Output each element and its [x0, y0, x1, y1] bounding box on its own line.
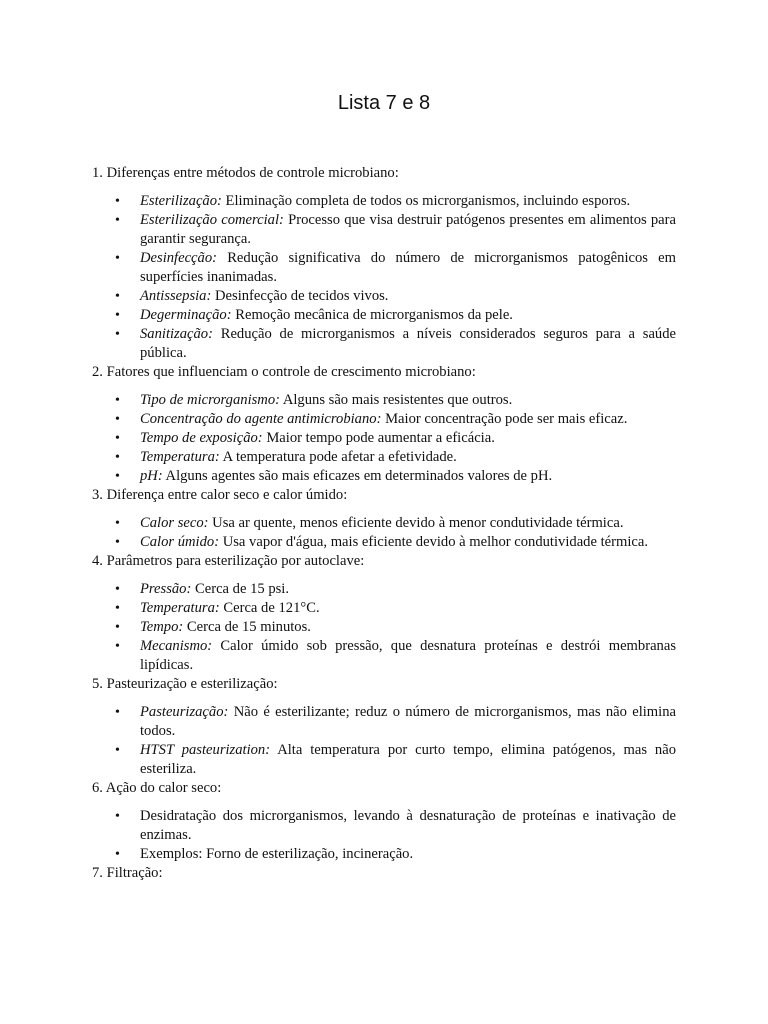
- item-text: Processo que visa destruir patógenos presentes em alimentos para garantir segurança.: [140, 212, 676, 247]
- list-item: [140, 741, 676, 779]
- item-text: Eliminação completa de todos os microrganismos, incluindo esporos.: [221, 193, 631, 209]
- section-heading: 7. Filtração:: [92, 865, 163, 881]
- item-text: Alguns agentes são mais eficazes em determinados valores de pH.: [162, 468, 553, 484]
- list-item: [140, 391, 676, 410]
- list-item: [140, 448, 676, 467]
- list-item: [140, 703, 676, 741]
- item-term: Tempo de exposição:: [140, 430, 263, 446]
- section-6: [92, 779, 676, 864]
- section-heading: 4. Parâmetros para esterilização por autoclave:: [92, 553, 365, 569]
- item-term: Temperatura:: [140, 600, 220, 616]
- section-1: [92, 164, 676, 363]
- item-term: Pasteurização:: [140, 704, 229, 720]
- item-text: Desinfecção de tecidos vivos.: [211, 288, 389, 304]
- item-text: Usa vapor d'água, mais eficiente devido à melhor condutividade térmica.: [219, 534, 648, 550]
- list-item: [140, 249, 676, 287]
- page-title: Lista 7 e 8: [337, 92, 431, 114]
- item-text: Maior concentração pode ser mais eficaz.: [381, 411, 628, 427]
- item-text: Alguns são mais resistentes que outros.: [280, 392, 513, 408]
- bullet-list: [92, 192, 676, 363]
- item-text: Cerca de 15 psi.: [191, 581, 290, 597]
- bullet-list: [92, 514, 676, 552]
- bullet-list: [92, 703, 676, 779]
- item-term: Mecanismo:: [140, 638, 213, 654]
- item-term: Tipo de microrganismo:: [140, 392, 280, 408]
- item-term: pH:: [140, 468, 163, 484]
- item-term: Desinfecção:: [140, 250, 217, 266]
- item-term: Concentração do agente antimicrobiano:: [140, 411, 382, 427]
- list-item: [140, 211, 676, 249]
- bullet-list: [92, 580, 676, 675]
- item-text: Cerca de 121°C.: [219, 600, 320, 616]
- item-text: Calor úmido sob pressão, que desnatura proteínas e destrói membranas lipídicas.: [140, 638, 676, 673]
- item-text: Maior tempo pode aumentar a eficácia.: [262, 430, 495, 446]
- item-text: Usa ar quente, menos eficiente devido à menor condutividade térmica.: [208, 515, 624, 531]
- section-heading: 5. Pasteurização e esterilização:: [92, 676, 278, 692]
- item-text: Não é esterilizante; reduz o número de microrganismos, mas não elimina todos.: [140, 704, 676, 739]
- item-term: Temperatura:: [140, 449, 220, 465]
- item-text: A temperatura pode afetar a efetividade.: [219, 449, 457, 465]
- item-term: HTST pasteurization:: [140, 742, 271, 758]
- section-heading: 3. Diferença entre calor seco e calor úmido:: [92, 487, 348, 503]
- item-text: Redução de microrganismos a níveis considerados seguros para a saúde pública.: [140, 326, 676, 361]
- item-term: Esterilização:: [140, 193, 222, 209]
- list-item: [140, 599, 676, 618]
- item-term: Calor seco:: [140, 515, 209, 531]
- item-text: Desidratação dos microrganismos, levando à desnaturação de proteínas e inativação de enzimas.: [140, 808, 676, 843]
- list-item: [140, 580, 676, 599]
- item-text: Cerca de 15 minutos.: [183, 619, 311, 635]
- item-text: Redução significativa do número de microrganismos patogênicos em superfícies inanimadas.: [140, 250, 676, 285]
- item-term: Tempo:: [140, 619, 184, 635]
- section-3: [92, 486, 676, 552]
- item-term: Sanitização:: [140, 326, 213, 342]
- list-item: [140, 514, 676, 533]
- section-4: [92, 552, 676, 675]
- list-item: [140, 807, 676, 845]
- list-item: [140, 618, 676, 637]
- document-content: [92, 164, 676, 883]
- item-term: Antissepsia:: [140, 288, 212, 304]
- bullet-list: [92, 391, 676, 486]
- item-text: Exemplos: Forno de esterilização, incineração.: [140, 846, 414, 862]
- list-item: [140, 325, 676, 363]
- section-heading: 1. Diferenças entre métodos de controle microbiano:: [92, 165, 399, 181]
- section-heading: 6. Ação do calor seco:: [92, 780, 222, 796]
- item-term: Esterilização comercial:: [140, 212, 284, 228]
- list-item: [140, 467, 676, 486]
- item-term: Calor úmido:: [140, 534, 220, 550]
- list-item: [140, 845, 676, 864]
- item-text: Alta temperatura por curto tempo, elimina patógenos, mas não esteriliza.: [140, 742, 676, 777]
- list-item: [140, 287, 676, 306]
- list-item: [140, 429, 676, 448]
- item-text: Remoção mecânica de microrganismos da pele.: [231, 307, 513, 323]
- item-term: Degerminação:: [140, 307, 232, 323]
- list-item: [140, 192, 676, 211]
- bullet-list: [92, 807, 676, 864]
- item-term: Pressão:: [140, 581, 192, 597]
- section-5: [92, 675, 676, 779]
- list-item: [140, 533, 676, 552]
- section-7: [92, 864, 676, 883]
- list-item: [140, 410, 676, 429]
- section-2: [92, 363, 676, 486]
- section-heading: 2. Fatores que influenciam o controle de crescimento microbiano:: [92, 364, 476, 380]
- list-item: [140, 306, 676, 325]
- list-item: [140, 637, 676, 675]
